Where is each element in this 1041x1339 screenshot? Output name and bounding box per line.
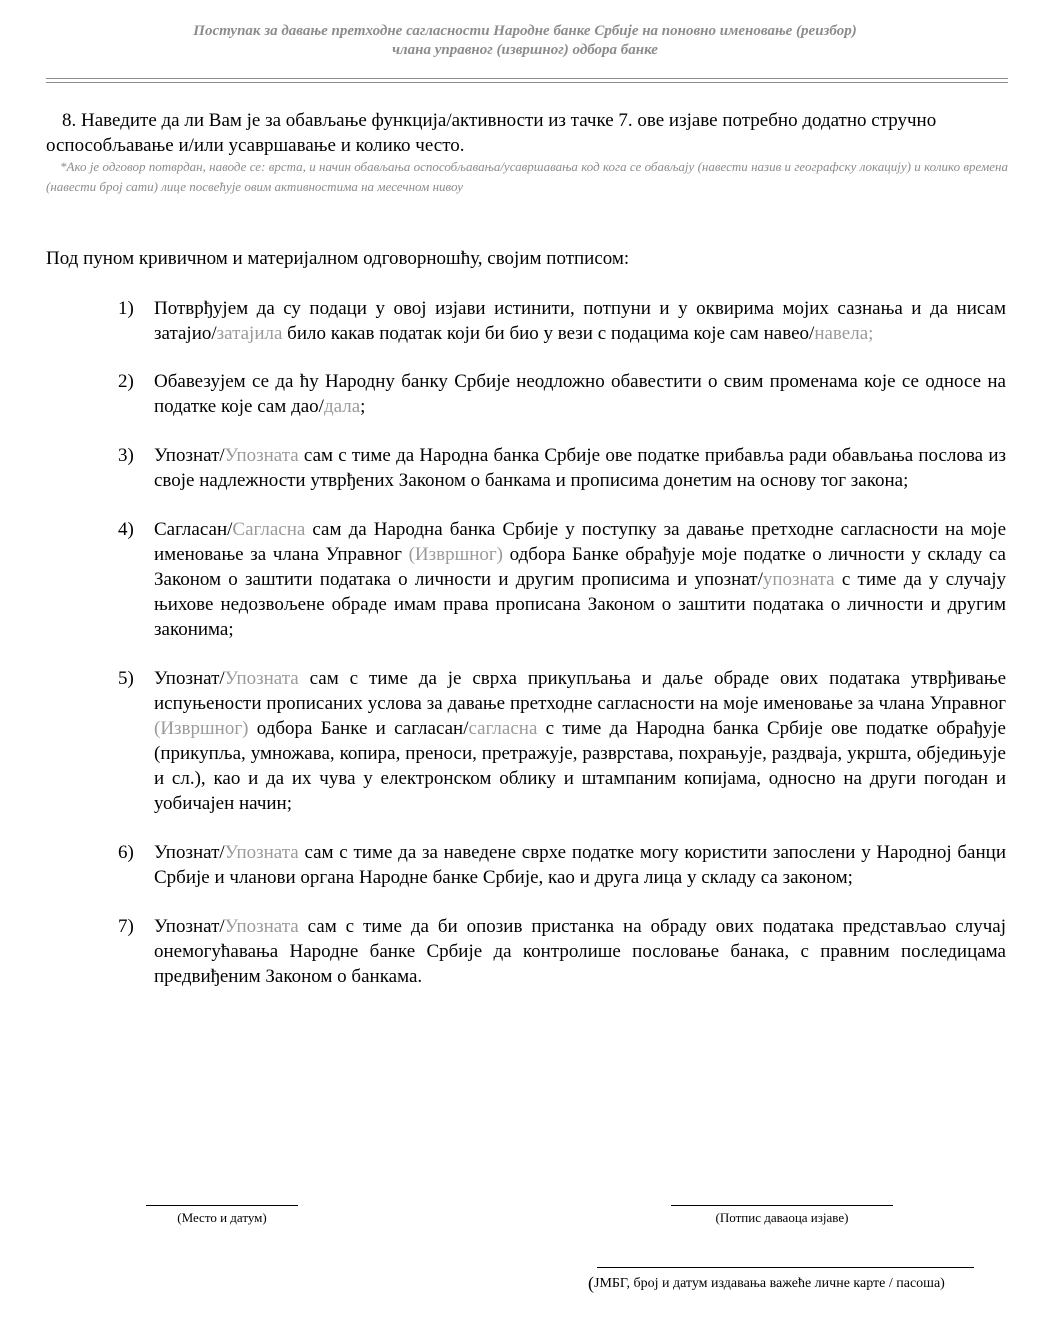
item-text: Упознат/ (154, 668, 225, 689)
jmbg-label-text: ЈМБГ, број и датум издавања важеће личне карте / пасоша) (594, 1276, 945, 1291)
item-text-feminine: Упозната (224, 668, 299, 689)
declaration-item-6 (118, 840, 1006, 890)
item-text-alternative: (Извршног) (154, 718, 249, 739)
item-number: 4) (118, 519, 134, 540)
item-text: с тиме да Народна банка Србије ове податке обрађује (прикупља, умножава, копира, преноси, претражује, разврстава, похрањује, раздваја, укршта, обједињује и сл.), као и да их чува у електронском облику и штампаним копијама, односно на други погодан и уобичајен начин; (154, 718, 1006, 814)
item-text: сам да Народна банка Србије у поступку за давање претходне сагласности на моје именовање за члана Управног (154, 519, 1006, 565)
item-text-alternative: (Извршног) (408, 544, 504, 565)
header-line-1: Поступак за давање претходне сагласности Народне банке Србије на поновно именовање (реизбор) (193, 23, 857, 39)
question-8 (46, 108, 1008, 158)
item-text: сам с тиме да је сврха прикупљања и даље обраде ових података утврђивање испуњености прописаних услова за давање претходне сагласности на моје именовање за члана Управног (154, 668, 1006, 714)
item-text: Обавезујем се да ћу Народну банку Србије неодложно обавестити о свим променама које се односе на податке које сам дао/ (154, 371, 1006, 417)
signature-line (671, 1205, 893, 1206)
item-number: 5) (118, 668, 134, 689)
declaration-item-2 (118, 369, 1006, 419)
item-text: Упознат/ (154, 445, 225, 466)
item-text: било какав податак који би био у вези с подацима које сам навео/ (282, 323, 815, 344)
jmbg-paren: ( (588, 1273, 594, 1293)
item-text: Сагласан/ (154, 519, 233, 540)
item-text-feminine: Упозната (224, 842, 299, 863)
document-header (40, 22, 1010, 60)
declaration-item-4 (118, 517, 1006, 642)
item-number: 6) (118, 842, 134, 863)
declaration-item-1 (118, 296, 1006, 346)
jmbg-line (597, 1267, 974, 1268)
item-number: 2) (118, 371, 134, 392)
header-rule-bottom (46, 82, 1008, 83)
item-text: сам с тиме да за наведене сврхе податке могу користити запослени у Народној банци Србије и чланови органа Народне банке Србије, као и друга лица у складу са законом; (154, 842, 1006, 888)
item-text-feminine: Упозната (224, 445, 299, 466)
question-8-text: Наведите да ли Вам је за обављање функција/активности из тачке 7. ове изјаве потребно додатно стручно оспособљавање и/или усавршавање и колико често. (46, 110, 937, 156)
item-text-feminine: Упозната (224, 916, 299, 937)
signature-label: (Потпис даваоца изјаве) (715, 1210, 849, 1225)
declaration-item-5 (118, 666, 1006, 816)
item-text: Упознат/ (154, 916, 225, 937)
item-text-feminine: навела; (814, 323, 874, 344)
question-8-note-text: *Ако је одговор потврдан, наводе се: врста, и начин обављања оспособљавања/усавршавања код кога се обављају (навести назив и географску локацију) и колико времена (навести број сати) лице посвећује овим активностима на месечном нивоу (46, 159, 1008, 194)
item-text-feminine: дала (323, 396, 361, 417)
item-number: 3) (118, 445, 134, 466)
item-text: ; (360, 396, 366, 417)
question-8-note (46, 157, 1008, 197)
item-text: Потврђујем да су подаци у овој изјави истинити, потпуни и у оквирима мојих сазнања и да нисам затајио/ (154, 298, 1006, 344)
jmbg-label (588, 1275, 1008, 1292)
item-text: одбора Банке и сагласан/ (248, 718, 469, 739)
declaration-item-3 (118, 443, 1006, 493)
header-line-2: члана управног (извршног) одбора банке (392, 42, 658, 58)
item-text: Упознат/ (154, 842, 225, 863)
item-number: 7) (118, 916, 134, 937)
item-text-feminine: затајила (216, 323, 283, 344)
item-number: 1) (118, 298, 134, 319)
item-text: одбора Банке обрађује моје податке о личности у складу са Законом о заштити података о личности и другим прописима и упознат/ (154, 544, 1006, 590)
item-text-feminine: сагласна (468, 718, 538, 739)
declaration-list (118, 296, 1006, 989)
item-text: с тиме да у случају њихове недозвољене обраде имам права прописана Законом о заштити података о личности и другим законима; (154, 569, 1006, 640)
item-text: сам с тиме да би опозив пристанка на обраду ових података представљао случај онемогућавања Народне банке Србије да контролише пословање банака, с правним последицама предвиђеним Законом о банкама. (154, 916, 1006, 987)
place-date-label: (Место и датум) (177, 1210, 267, 1225)
item-text-feminine: упозната (762, 569, 835, 590)
declaration-intro: Под пуном кривичном и материјалном одговорношћу, својим потписом: (46, 248, 630, 269)
item-text: сам с тиме да Народна банка Србије ове податке прибавља ради обављања послова из своје надлежности утврђених Законом о банкама и прописима донетим на основу тог закона; (154, 445, 1006, 491)
header-rule-top (46, 78, 1008, 79)
question-8-number: 8. (62, 110, 77, 131)
place-date-line (146, 1205, 298, 1206)
item-text-feminine: Сагласна (232, 519, 306, 540)
declaration-item-7 (118, 914, 1006, 989)
